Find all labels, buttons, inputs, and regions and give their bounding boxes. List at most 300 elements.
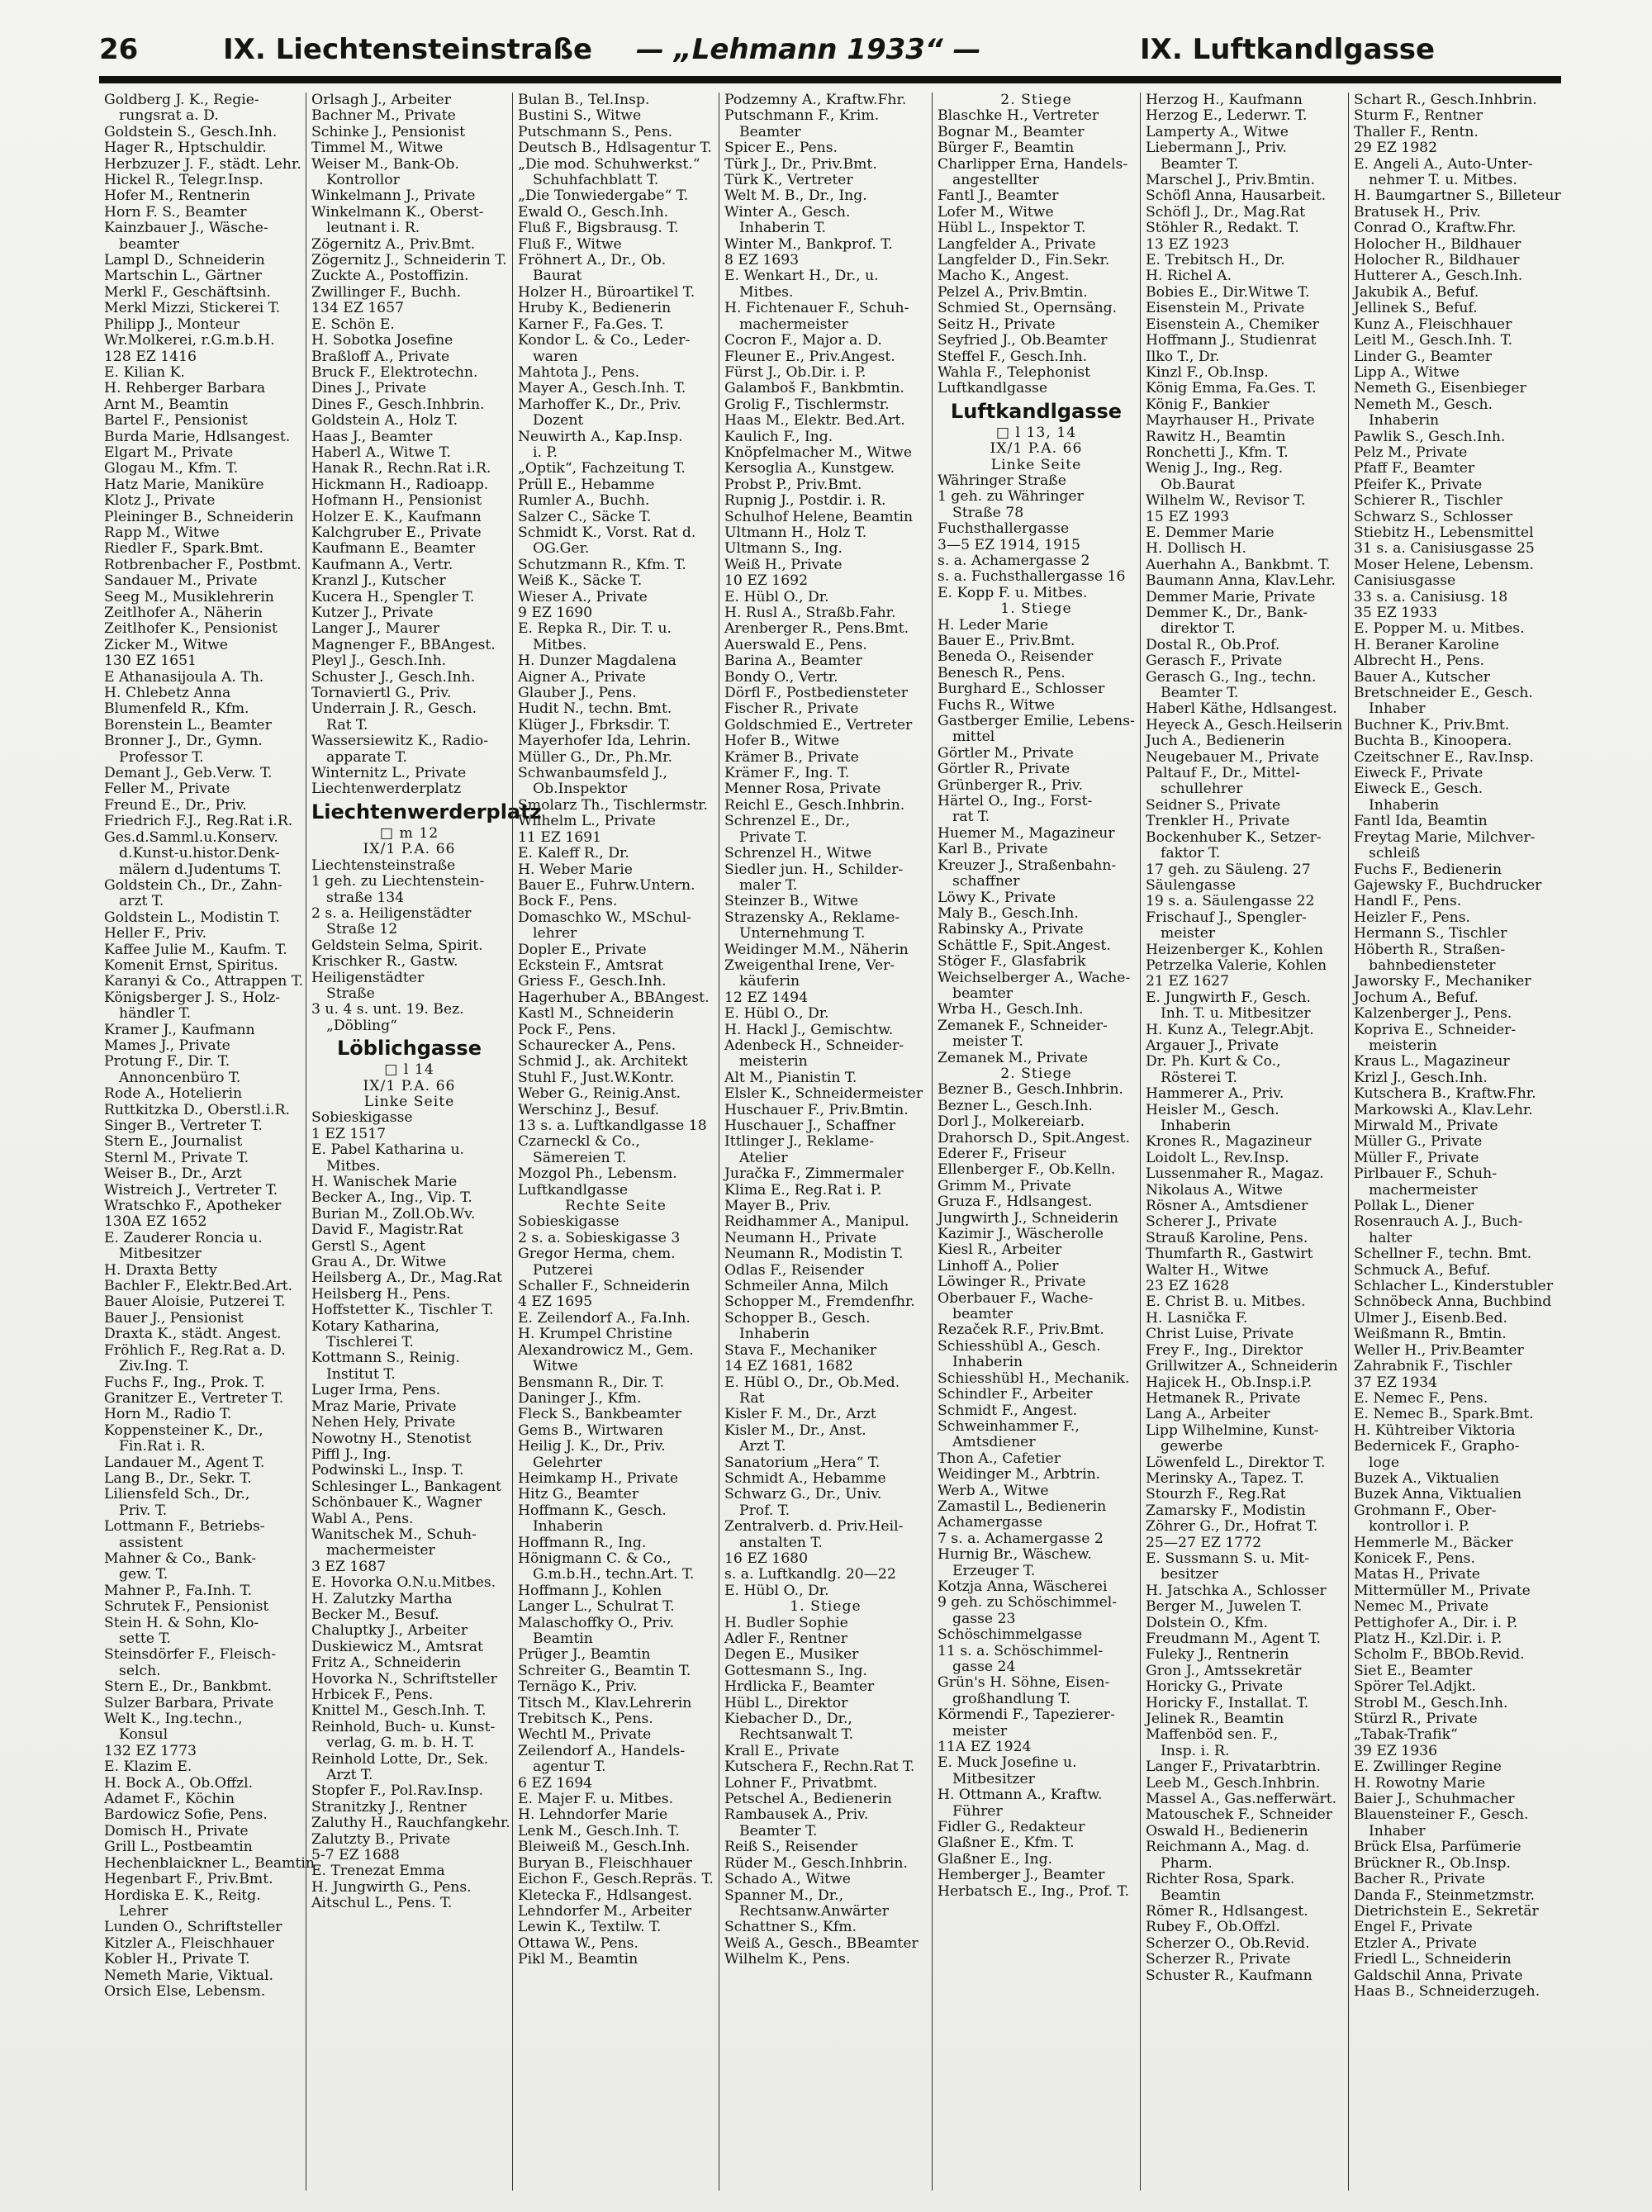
directory-line: E. Nemec F., Pens. bbox=[1354, 1389, 1488, 1407]
directory-line: Brück Elsa, Parfümerie bbox=[1354, 1839, 1521, 1856]
directory-line: Burda Marie, Hdlsangest. bbox=[104, 428, 291, 445]
directory-line: Eisenstein A., Chemiker bbox=[1146, 316, 1319, 333]
directory-line: 1. Stiege bbox=[1000, 600, 1072, 618]
directory-line: Riedler F., Spark.Bmt. bbox=[104, 540, 264, 558]
directory-line: Kutschera B., Kraftw.Fhr. bbox=[1354, 1085, 1536, 1103]
directory-line: Atelier bbox=[739, 1149, 788, 1166]
directory-line: Weißmann R., Bmtin. bbox=[1354, 1326, 1507, 1343]
directory-line: Priv. T. bbox=[119, 1502, 168, 1519]
directory-line: Gottesmann S., Ing. bbox=[724, 1662, 867, 1679]
directory-line: Jellinek S., Befuf. bbox=[1354, 300, 1478, 317]
directory-line: Kopriva E., Schneider- bbox=[1354, 1021, 1517, 1038]
directory-line: Annoncenbüro T. bbox=[119, 1069, 241, 1086]
directory-line: Dorl J., Molkereiarb. bbox=[938, 1113, 1085, 1131]
directory-line: Bulan B., Tel.Insp. bbox=[518, 92, 650, 108]
directory-line: Moser Helene, Lebensm. bbox=[1354, 556, 1535, 573]
directory-line: Walter H., Witwe bbox=[1146, 1261, 1269, 1279]
directory-line: Adler F., Rentner bbox=[724, 1631, 847, 1647]
directory-line: Seyfried J., Ob.Beamter bbox=[938, 332, 1108, 349]
directory-line: Mayer B., Priv. bbox=[724, 1198, 831, 1215]
directory-line: Alexandrowicz M., Gem. bbox=[518, 1341, 694, 1359]
header-left-street: IX. Liechtensteinstraße bbox=[223, 33, 592, 66]
directory-line: Stiebitz H., Lebensmittel bbox=[1354, 524, 1534, 541]
directory-line: Gems B., Wirtwaren bbox=[518, 1422, 663, 1439]
directory-line: s. a. Achamergasse 2 bbox=[938, 552, 1090, 569]
directory-line: Körmendi F., Tapezierer- bbox=[938, 1706, 1115, 1724]
directory-line: Ottawa W., Pens. bbox=[518, 1934, 638, 1952]
directory-line: Maffenböd sen. F., bbox=[1146, 1726, 1279, 1744]
directory-line: Demmer K., Dr., Bank- bbox=[1146, 605, 1308, 621]
directory-line: Mahner P., Fa.Inh. T. bbox=[104, 1582, 253, 1599]
directory-line: □ l 13, 14 bbox=[995, 424, 1077, 441]
directory-line: Hetmanek R., Private bbox=[1146, 1389, 1301, 1407]
directory-line: Timmel M., Witwe bbox=[311, 140, 444, 157]
directory-line: Fleck S., Bankbeamter bbox=[518, 1406, 682, 1423]
page-header bbox=[99, 33, 1436, 76]
directory-line: Hurnig Br., Wäschew. bbox=[938, 1546, 1092, 1564]
directory-line: Schaller F., Schneiderin bbox=[518, 1278, 691, 1295]
directory-line: Bezner L., Gesch.Inh. bbox=[938, 1097, 1093, 1114]
directory-line: H. Ottmann A., Kraftw. bbox=[938, 1787, 1103, 1804]
directory-line: Dr. Ph. Kurt & Co., bbox=[1146, 1053, 1281, 1070]
directory-line: Grillwitzer A., Schneiderin bbox=[1146, 1358, 1338, 1375]
directory-line: Lehndorfer M., Arbeiter bbox=[518, 1902, 692, 1920]
directory-line: gewerbe bbox=[1161, 1438, 1223, 1455]
directory-line: Alt M., Pianistin T. bbox=[724, 1069, 857, 1086]
directory-line: H. Chlebetz Anna bbox=[104, 685, 231, 702]
directory-line: Probst P., Priv.Bmt. bbox=[724, 476, 862, 493]
directory-line: Wistreich J., Vertreter T. bbox=[104, 1181, 278, 1199]
directory-line: Schopper B., Gesch. bbox=[724, 1309, 871, 1327]
directory-line: Knöpfelmacher M., Witwe bbox=[724, 444, 913, 461]
directory-line: E. Hübl O., Dr. bbox=[724, 1005, 829, 1023]
directory-line: 25—27 EZ 1772 bbox=[1146, 1534, 1262, 1551]
directory-line: Buryan B., Fleischhauer bbox=[518, 1854, 692, 1872]
directory-line: Bustini S., Witwe bbox=[518, 107, 642, 125]
directory-line: Kletecka F., Hdlsangest. bbox=[518, 1887, 692, 1904]
directory-line: Matas H., Private bbox=[1354, 1566, 1480, 1583]
directory-line: Schrenzel E., Dr., bbox=[724, 813, 851, 830]
directory-line: Winkelmann J., Private bbox=[311, 187, 476, 205]
directory-line: Grill L., Postbeamtin bbox=[104, 1839, 253, 1856]
directory-line: Hordiska E. K., Reitg. bbox=[104, 1887, 261, 1904]
directory-line: H. Rehberger Barbara bbox=[104, 380, 266, 397]
directory-line: Wenig J., Ing., Reg. bbox=[1146, 460, 1284, 477]
directory-line: waren bbox=[533, 348, 578, 365]
directory-line: Luftkandlgasse bbox=[938, 380, 1048, 397]
directory-line: Fuchs F., Ing., Prok. T. bbox=[104, 1374, 265, 1391]
directory-line: 29 EZ 1982 bbox=[1354, 140, 1438, 157]
directory-line: Lussenmaher R., Magaz. bbox=[1146, 1165, 1324, 1183]
directory-line: Hofmann H., Pensionist bbox=[311, 492, 482, 510]
directory-line: Rapp M., Witwe bbox=[104, 524, 220, 541]
directory-line: Krones R., Magazineur bbox=[1146, 1133, 1312, 1151]
directory-line: Linhoff A., Polier bbox=[938, 1257, 1059, 1275]
directory-line: □ l 14 bbox=[384, 1061, 434, 1079]
directory-line: Domaschko W., MSchul- bbox=[518, 909, 691, 926]
directory-line: 2. Stiege bbox=[1000, 92, 1072, 108]
directory-line: Lofer M., Witwe bbox=[938, 203, 1054, 221]
directory-line: Grohmann F., Ober- bbox=[1354, 1502, 1497, 1519]
directory-line: Pfaff F., Beamter bbox=[1354, 460, 1475, 477]
directory-line: Hoffmann J., Kohlen bbox=[518, 1582, 662, 1599]
directory-line: rat T. bbox=[952, 809, 990, 826]
directory-line: Wilhelm W., Revisor T. bbox=[1146, 492, 1306, 510]
directory-line: E. Wenkart H., Dr., u. bbox=[724, 268, 879, 285]
directory-line: Bognar M., Beamter bbox=[938, 123, 1085, 140]
directory-line: Rosenrauch A. J., Buch- bbox=[1354, 1213, 1523, 1231]
directory-line: Holzer E. K., Kaufmann bbox=[311, 508, 482, 525]
directory-line: 13 EZ 1923 bbox=[1146, 235, 1230, 253]
directory-line: 1 geh. zu Währinger bbox=[938, 488, 1084, 506]
directory-line: □ m 12 bbox=[379, 824, 439, 842]
directory-line: 3 EZ 1687 bbox=[311, 1558, 387, 1575]
directory-line: Weidinger M.M., Näherin bbox=[724, 941, 909, 958]
directory-line: Zeitlhofer K., Pensionist bbox=[104, 620, 278, 638]
directory-line: Juch A., Bedienerin bbox=[1146, 733, 1285, 750]
directory-line: Krischker R., Gastw. bbox=[311, 953, 458, 971]
directory-line: Mahner & Co., Bank- bbox=[104, 1550, 257, 1567]
directory-line: Fischer R., Private bbox=[724, 700, 859, 718]
directory-line: Krämer B., Private bbox=[724, 748, 859, 766]
directory-line: Bachler F., Elektr.Bed.Art. bbox=[104, 1278, 293, 1295]
directory-line: Brückner R., Ob.Insp. bbox=[1354, 1854, 1511, 1872]
directory-line: Horicky F., Installat. T. bbox=[1146, 1694, 1309, 1711]
directory-line: Ternägo K., Priv. bbox=[518, 1678, 638, 1696]
directory-line: schullehrer bbox=[1161, 781, 1243, 798]
directory-line: G.m.b.H., techn.Art. T. bbox=[533, 1566, 695, 1583]
directory-line: Rat bbox=[739, 1389, 765, 1407]
directory-line: 19 s. a. Säulengasse 22 bbox=[1146, 893, 1315, 910]
directory-line: käuferin bbox=[739, 973, 800, 990]
directory-line: Reinhold Lotte, Dr., Sek. bbox=[311, 1750, 489, 1768]
directory-line: Handl F., Pens. bbox=[1354, 893, 1462, 910]
directory-line: Säulengasse bbox=[1146, 876, 1236, 894]
directory-line: Demant J., Geb.Verw. T. bbox=[104, 765, 273, 782]
directory-line: Aitschul L., Pens. T. bbox=[311, 1895, 453, 1912]
directory-line: OG.Ger. bbox=[533, 540, 590, 558]
directory-line: Lunden O., Schriftsteller bbox=[104, 1919, 282, 1936]
directory-line: E. Kilian K. bbox=[104, 363, 185, 381]
directory-line: Juračka F., Zimmermaler bbox=[724, 1165, 904, 1183]
directory-line: Pawlik S., Gesch.Inh. bbox=[1354, 428, 1506, 445]
directory-line: E. Kaleff R., Dr. bbox=[518, 845, 629, 862]
directory-line: Pleyl J., Gesch.Inh. bbox=[311, 653, 447, 670]
directory-line: H. Bock A., Ob.Offzl. bbox=[104, 1774, 254, 1792]
directory-line: Straße bbox=[326, 985, 375, 1002]
directory-line: 2. Stiege bbox=[1000, 1065, 1072, 1082]
directory-line: Grün's H. Söhne, Eisen- bbox=[938, 1674, 1110, 1692]
directory-line: Ulmer J., Eisenb.Bed. bbox=[1354, 1309, 1507, 1327]
directory-line: Steffel F., Gesch.Inh. bbox=[938, 348, 1088, 365]
directory-line: H. Richel A. bbox=[1146, 268, 1232, 285]
directory-line: Winter A., Gesch. bbox=[724, 203, 851, 221]
directory-line: Freudmann M., Agent T. bbox=[1146, 1631, 1321, 1647]
directory-line: Haberl Käthe, Hdlsangest. bbox=[1146, 700, 1337, 718]
directory-line: Hemmerle M., Bäcker bbox=[1354, 1534, 1513, 1551]
directory-line: Heyeck A., Gesch.Heilserin bbox=[1146, 716, 1343, 733]
directory-line: E. Kopp F. u. Mitbes. bbox=[938, 584, 1088, 601]
directory-line: Stuhl F., Just.W.Kontr. bbox=[518, 1069, 675, 1086]
directory-line: Rechtsanwalt T. bbox=[739, 1726, 854, 1744]
directory-line: Bensmann R., Dir. T. bbox=[518, 1374, 665, 1391]
directory-line: Stopfer F., Pol.Rav.Insp. bbox=[311, 1782, 483, 1800]
directory-line: Etzler A., Private bbox=[1354, 1934, 1477, 1952]
directory-line: Liechtenwerderplatz bbox=[311, 781, 462, 798]
directory-line: Inhaberin bbox=[1161, 1118, 1232, 1134]
directory-line: Schreiter G., Beamtin T. bbox=[518, 1662, 691, 1679]
directory-line: Mahtota J., Pens. bbox=[518, 363, 640, 381]
directory-line: Kaufmann E., Beamter bbox=[311, 540, 476, 558]
page-number: 26 bbox=[99, 33, 139, 66]
directory-line: Heisler M., Gesch. bbox=[1146, 1101, 1279, 1118]
directory-line: Beamter T. bbox=[1161, 155, 1239, 173]
directory-line: assistent bbox=[119, 1534, 183, 1551]
directory-line: Hofer M., Rentnerin bbox=[104, 187, 250, 205]
directory-line: Prüger J., Beamtin bbox=[518, 1646, 651, 1664]
directory-line: Langer L., Schulrat T. bbox=[518, 1598, 675, 1616]
directory-line: H. Dollisch H. bbox=[1146, 540, 1246, 558]
directory-line: Rechte Seite bbox=[565, 1198, 667, 1215]
directory-line: Charlipper Erna, Handels- bbox=[938, 155, 1128, 173]
directory-line: 130 EZ 1651 bbox=[104, 653, 197, 670]
directory-line: Kiesl R., Arbeiter bbox=[938, 1241, 1062, 1259]
directory-line: H. Draxta Betty bbox=[104, 1261, 217, 1279]
directory-line: Hutterer A., Gesch.Inh. bbox=[1354, 268, 1523, 285]
directory-line: Nemeth M., Gesch. bbox=[1354, 396, 1493, 413]
directory-line: Heizler F., Pens. bbox=[1354, 909, 1471, 926]
directory-line: Nemec M., Private bbox=[1354, 1598, 1489, 1616]
directory-line: Nikolaus A., Witwe bbox=[1146, 1181, 1283, 1199]
directory-line: Wabl A., Pens. bbox=[311, 1510, 414, 1527]
directory-line: Kaffee Julie M., Kaufm. T. bbox=[104, 941, 287, 958]
directory-line: Schado A., Witwe bbox=[724, 1871, 851, 1888]
directory-line: Langfelder D., Fin.Sekr. bbox=[938, 252, 1110, 269]
directory-line: Lampl D., Schneiderin bbox=[104, 252, 265, 269]
directory-line: Straße 12 bbox=[326, 921, 398, 938]
directory-line: 3 u. 4 s. unt. 19. Bez. bbox=[311, 1001, 464, 1018]
directory-line: Pelz M., Private bbox=[1354, 444, 1468, 461]
directory-line: Freund E., Dr., Priv. bbox=[104, 796, 247, 814]
directory-line: Neugebauer M., Private bbox=[1146, 748, 1319, 766]
directory-line: Werb A., Witwe bbox=[938, 1482, 1049, 1499]
directory-line: Goldstein S., Gesch.Inh. bbox=[104, 123, 278, 140]
directory-line: Hübl L., Direktor bbox=[724, 1694, 848, 1711]
directory-line: Herzog E., Lederwr. T. bbox=[1146, 107, 1308, 125]
column-2 bbox=[306, 92, 542, 2191]
directory-line: meisterin bbox=[1369, 1037, 1437, 1054]
directory-line: Fuchs F., Bedienerin bbox=[1354, 861, 1502, 878]
directory-line: Schuster J., Gesch.Inh. bbox=[311, 668, 476, 686]
directory-line: Reichl E., Gesch.Inhbrin. bbox=[724, 796, 905, 814]
directory-line: 23 EZ 1628 bbox=[1146, 1278, 1230, 1295]
directory-line: Czarneckl & Co., bbox=[518, 1133, 640, 1151]
directory-line: Gerstl S., Agent bbox=[311, 1237, 425, 1255]
directory-line: Steinsdörfer F., Fleisch- bbox=[104, 1646, 277, 1664]
directory-line: Thumfarth R., Gastwirt bbox=[1146, 1246, 1313, 1263]
directory-line: Philipp J., Monteur bbox=[104, 316, 240, 333]
directory-line: Gajewsky F., Buchdrucker bbox=[1354, 876, 1542, 894]
directory-line: Schindler F., Arbeiter bbox=[938, 1386, 1093, 1403]
directory-line: Schmied St., Opernsäng. bbox=[938, 300, 1118, 317]
directory-line: Hoffmann J., Studienrat bbox=[1146, 332, 1317, 349]
directory-line: Görtler R., Private bbox=[938, 761, 1070, 778]
directory-line: Unternehmung T. bbox=[739, 925, 866, 942]
directory-line: Bardowicz Sofie, Pens. bbox=[104, 1806, 268, 1824]
directory-line: Professor T. bbox=[119, 748, 204, 766]
directory-line: Weiß H., Private bbox=[724, 556, 843, 573]
directory-line: Arzt T. bbox=[739, 1438, 786, 1455]
directory-line: Herbatsch E., Ing., Prof. T. bbox=[938, 1882, 1129, 1900]
directory-line: E. Muck Josefine u. bbox=[938, 1754, 1077, 1772]
directory-line: Bartel F., Pensionist bbox=[104, 412, 248, 430]
directory-line: Hager R., Hptschuldir. bbox=[104, 140, 267, 157]
directory-line: mälern d.Judentums T. bbox=[119, 861, 282, 878]
directory-line: Putzerei bbox=[533, 1261, 593, 1279]
directory-line: Institut T. bbox=[326, 1365, 396, 1383]
directory-line: E. Zwillinger Regine bbox=[1354, 1759, 1502, 1776]
directory-line: Holocher H., Bildhauer bbox=[1354, 235, 1521, 253]
directory-line: Hermann S., Tischler bbox=[1354, 925, 1507, 942]
directory-line: Knittel M., Gesch.Inh. T. bbox=[311, 1702, 487, 1720]
directory-line: Huschauer F., Priv.Bmtin. bbox=[724, 1101, 909, 1118]
directory-line: rungsrat a. D. bbox=[119, 107, 219, 125]
directory-line: Jungwirth J., Schneiderin bbox=[938, 1209, 1119, 1227]
directory-line: Tischlerei T. bbox=[326, 1334, 414, 1351]
directory-line: Schöfl J., Dr., Mag.Rat bbox=[1146, 203, 1305, 221]
directory-line: Canisiusgasse bbox=[1354, 572, 1456, 590]
directory-line: Winter M., Bankprof. T. bbox=[724, 235, 893, 253]
directory-line: 15 EZ 1993 bbox=[1146, 508, 1230, 525]
directory-line: Schnöbeck Anna, Buchbind bbox=[1354, 1293, 1552, 1311]
directory-line: Bretschneider E., Gesch. bbox=[1354, 685, 1533, 702]
directory-line: Schattner S., Kfm. bbox=[724, 1919, 857, 1936]
directory-line: H. Jatschka A., Schlosser bbox=[1146, 1582, 1327, 1599]
directory-line: Fuleky J., Rentnerin bbox=[1146, 1646, 1289, 1664]
directory-line: Schuhfachblatt T. bbox=[533, 172, 659, 189]
directory-line: H. Krumpel Christine bbox=[518, 1326, 672, 1343]
directory-line: Inhaberin bbox=[952, 1354, 1023, 1371]
header-right-street: IX. Luftkandlgasse bbox=[1140, 33, 1436, 66]
directory-line: Kisler F. M., Dr., Arzt bbox=[724, 1406, 876, 1423]
directory-line: Elsler K., Schneidermeister bbox=[724, 1085, 923, 1103]
directory-line: Lohner F., Privatbmt. bbox=[724, 1774, 878, 1792]
directory-line: Eckstein F., Amtsrat bbox=[518, 956, 663, 974]
directory-line: Fuchs R., Witwe bbox=[938, 696, 1055, 714]
directory-line: Rösner A., Amtsdiener bbox=[1146, 1198, 1308, 1215]
directory-line: Albrecht H., Pens. bbox=[1354, 653, 1485, 670]
directory-line: Weber G., Reinig.Anst. bbox=[518, 1085, 681, 1103]
directory-line: Marhoffer K., Dr., Priv. bbox=[518, 396, 681, 413]
directory-line: Conrad O., Kraftw.Fhr. bbox=[1354, 220, 1517, 237]
directory-line: H. Sobotka Josefine bbox=[311, 332, 453, 349]
directory-line: Fidler G., Redakteur bbox=[938, 1819, 1085, 1836]
directory-line: schaffner bbox=[952, 873, 1020, 890]
directory-line: Holocher R., Bildhauer bbox=[1354, 252, 1520, 269]
directory-line: Pock F., Pens. bbox=[518, 1021, 616, 1038]
directory-line: beamter bbox=[952, 985, 1014, 1002]
directory-line: Schulhof Helene, Beamtin bbox=[724, 508, 914, 525]
directory-line: Blumenfeld R., Kfm. bbox=[104, 700, 249, 718]
directory-line: Gerasch F., Private bbox=[1146, 653, 1283, 670]
directory-line: H. Baumgartner S., Billeteur bbox=[1354, 187, 1561, 205]
directory-line: Putschmann S., Pens. bbox=[518, 123, 673, 140]
directory-line: Stranitzky J., Rentner bbox=[311, 1798, 467, 1816]
directory-line: Inhaber bbox=[1369, 700, 1426, 718]
directory-line: selch. bbox=[119, 1662, 161, 1679]
directory-line: Goldstein Ch., Dr., Zahn- bbox=[104, 876, 282, 894]
directory-line: Thaller F., Rentn. bbox=[1354, 123, 1479, 140]
directory-line: Fürst J., Ob.Dir. i. P. bbox=[724, 363, 866, 381]
directory-line: Nowotny H., Stenotist bbox=[311, 1430, 472, 1447]
directory-line: Dietrichstein E., Sekretär bbox=[1354, 1902, 1539, 1920]
directory-line: E. Hübl O., Dr. bbox=[724, 588, 829, 605]
directory-line: Smolarz Th., Tischlermstr. bbox=[518, 796, 708, 814]
directory-line: Zemanek F., Schneider- bbox=[938, 1017, 1108, 1034]
directory-line: Luftkandlgasse bbox=[518, 1181, 629, 1199]
directory-line: E. Jungwirth F., Gesch. bbox=[1146, 989, 1311, 1006]
directory-line: H. Fichtenauer F., Schuh- bbox=[724, 300, 909, 317]
directory-line: Kobler H., Private T. bbox=[104, 1951, 250, 1968]
directory-line: Beamter T. bbox=[1161, 685, 1239, 702]
directory-line: Löwinger R., Private bbox=[938, 1274, 1086, 1291]
directory-line: Buchner K., Priv.Bmt. bbox=[1354, 716, 1510, 733]
directory-line: Neuwirth A., Kap.Insp. bbox=[518, 428, 683, 445]
directory-line: Beamter T. bbox=[739, 1822, 818, 1839]
directory-line: Bauer E., Priv.Bmt. bbox=[938, 633, 1075, 649]
directory-line: Bratusek H., Priv. bbox=[1354, 203, 1481, 221]
directory-line: Insp. i. R. bbox=[1161, 1742, 1230, 1759]
directory-line: Pfeifer K., Private bbox=[1354, 476, 1483, 493]
directory-line: Griess F., Gesch.Inh. bbox=[518, 973, 667, 990]
column-5 bbox=[932, 93, 1140, 2191]
directory-line: „Tabak-Trafik“ bbox=[1354, 1726, 1458, 1744]
directory-line: Gastberger Emilie, Lebens- bbox=[938, 713, 1135, 730]
directory-line: Weidinger M., Arbtrin. bbox=[938, 1466, 1101, 1483]
directory-line: Hönigmann C. & Co., bbox=[518, 1550, 672, 1567]
directory-line: Hagerhuber A., BBAngest. bbox=[518, 989, 710, 1006]
directory-line: Zamarsky F., Modistin bbox=[1146, 1502, 1306, 1519]
directory-line: Glogau M., Kfm. T. bbox=[104, 460, 239, 477]
directory-line: Jochum A., Befuf. bbox=[1354, 989, 1479, 1006]
directory-line: E. Angeli A., Auto-Unter- bbox=[1354, 155, 1533, 173]
directory-line: Cocron F., Major a. D. bbox=[724, 332, 882, 349]
directory-line: Spörer Tel.Adjkt. bbox=[1354, 1678, 1476, 1696]
directory-line: H. Lasnička F. bbox=[1146, 1309, 1248, 1327]
directory-line: E. Pabel Katharina u. bbox=[311, 1142, 464, 1159]
directory-line: Bauer A., Kutscher bbox=[1354, 668, 1490, 686]
directory-line: E Athanasijoula A. Th. bbox=[104, 668, 264, 686]
directory-line: Granitzer E., Vertreter T. bbox=[104, 1389, 284, 1407]
directory-line: Holzer H., Büroartikel T. bbox=[518, 283, 695, 301]
directory-line: loge bbox=[1369, 1454, 1400, 1471]
directory-line: Wieser A., Private bbox=[518, 588, 648, 605]
directory-line: Jaworsky F., Mechaniker bbox=[1354, 973, 1531, 990]
directory-line: Wrba H., Gesch.Inh. bbox=[938, 1001, 1084, 1018]
directory-line: 9 geh. zu Schöschimmel- bbox=[938, 1594, 1118, 1612]
directory-line: Kastl M., Schneiderin bbox=[518, 1005, 674, 1023]
directory-line: Dozent bbox=[533, 412, 584, 430]
directory-line: Zöhrer G., Dr., Hofrat T. bbox=[1146, 1518, 1318, 1536]
directory-line: Schmidt K., Vorst. Rat d. bbox=[518, 524, 696, 541]
directory-line: Bacher R., Private bbox=[1354, 1871, 1486, 1888]
directory-line: Galdschil Anna, Private bbox=[1354, 1967, 1523, 1984]
directory-line: 33 s. a. Canisiusg. 18 bbox=[1354, 588, 1508, 605]
directory-line: Rode A., Hotelierin bbox=[104, 1085, 243, 1103]
directory-line: Mayerhofer Ida, Lehrin. bbox=[518, 733, 691, 750]
directory-line: Glaßner E., Ing. bbox=[938, 1850, 1053, 1868]
directory-line: händler T. bbox=[119, 1005, 192, 1023]
